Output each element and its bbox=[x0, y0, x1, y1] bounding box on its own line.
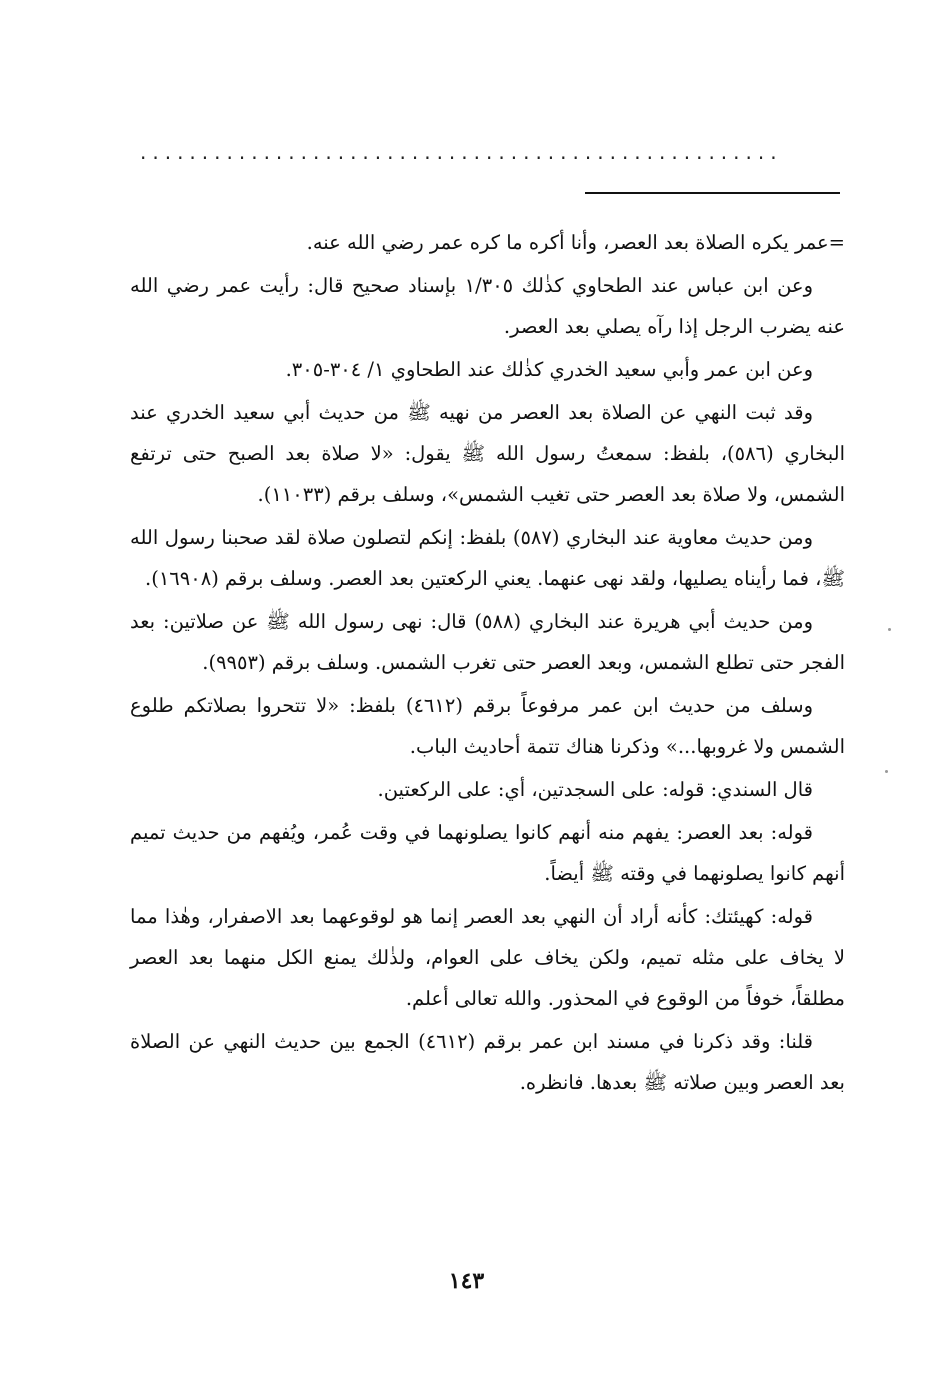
paragraph-9: قوله: بعد العصر: يفهم منه أنهم كانوا يصلونهما في وقت عُمر، ويُفهم من حديث تميم أنهم كانوا يصلونهما في وقته ﷺ أيضاً. bbox=[130, 821, 845, 885]
paragraph-3: وعن ابن عمر وأبي سعيد الخدري كذٰلك عند الطحاوي ١/ ٣٠٤-٣٠٥. bbox=[285, 358, 813, 381]
paragraph-5: ومن حديث معاوية عند البخاري (٥٨٧) بلفظ: إنكم لتصلون صلاة لقد صحبنا رسول الله ﷺ، فما رأيناه يصليها، ولقد نهى عنهما. يعني الركعتين بعد العصر. وسلف برقم (١٦٩٠٨). bbox=[130, 526, 845, 590]
paragraph-2: وعن ابن عباس عند الطحاوي كذٰلك ١/٣٠٥ بإسناد صحيح قال: رأيت عمر رضي الله عنه يضرب الرجل إذا رآه يصلي بعد العصر. bbox=[130, 274, 845, 338]
paragraph-6: ومن حديث أبي هريرة عند البخاري (٥٨٨) قال: نهى رسول الله ﷺ عن صلاتين: بعد الفجر حتى تطلع الشمس، وبعد العصر حتى تغرب الشمس. وسلف برقم (٩٩٥٣). bbox=[130, 610, 845, 674]
page-number: ١٤٣ bbox=[448, 1268, 485, 1294]
paragraph-1: =عمر يكره الصلاة بعد العصر، وأنا أكره ما كره عمر رضي الله عنه. bbox=[306, 231, 845, 254]
paragraph-11: قلنا: وقد ذكرنا في مسند ابن عمر برقم (٤٦١٢) الجمع بين حديث النهي عن الصلاة بعد العصر وبين صلاته ﷺ بعدها. فانظره. bbox=[130, 1030, 845, 1094]
paragraph-7: وسلف من حديث ابن عمر مرفوعاً برقم (٤٦١٢) بلفظ: «لا تتحروا بصلاتكم طلوع الشمس ولا غروبها...» وذكرنا هناك تتمة أحاديث الباب. bbox=[130, 694, 845, 758]
scan-speck bbox=[888, 628, 891, 631]
paragraph-8: قال السندي: قوله: على السجدتين، أي: على الركعتين. bbox=[377, 778, 813, 801]
paragraph-4: وقد ثبت النهي عن الصلاة بعد العصر من نهيه ﷺ من حديث أبي سعيد الخدري عند البخاري (٥٨٦)، بلفظ: سمعتُ رسول الله ﷺ يقول: «لا صلاة بعد الصبح حتى ترتفع الشمس، ولا صلاة بعد العصر حتى تغيب الشمس»، وسلف برقم (١١٠٣٣). bbox=[130, 401, 845, 506]
footnote-text-block bbox=[130, 222, 845, 1105]
paragraph-10: قوله: كهيئتك: كأنه أراد أن النهي بعد العصر إنما هو لوقوعهما بعد الاصفرار، وهٰذا مما لا يخاف على مثله تميم، ولكن يخاف على العوام، ولذٰلك يمنع الكل منهما بعد العصر مطلقاً، خوفاً من الوقوع في المحذور. والله تعالى أعلم. bbox=[130, 905, 845, 1010]
dotted-separator: .................................................... bbox=[140, 140, 783, 164]
footnote-rule bbox=[585, 192, 840, 194]
scan-speck bbox=[885, 770, 888, 773]
